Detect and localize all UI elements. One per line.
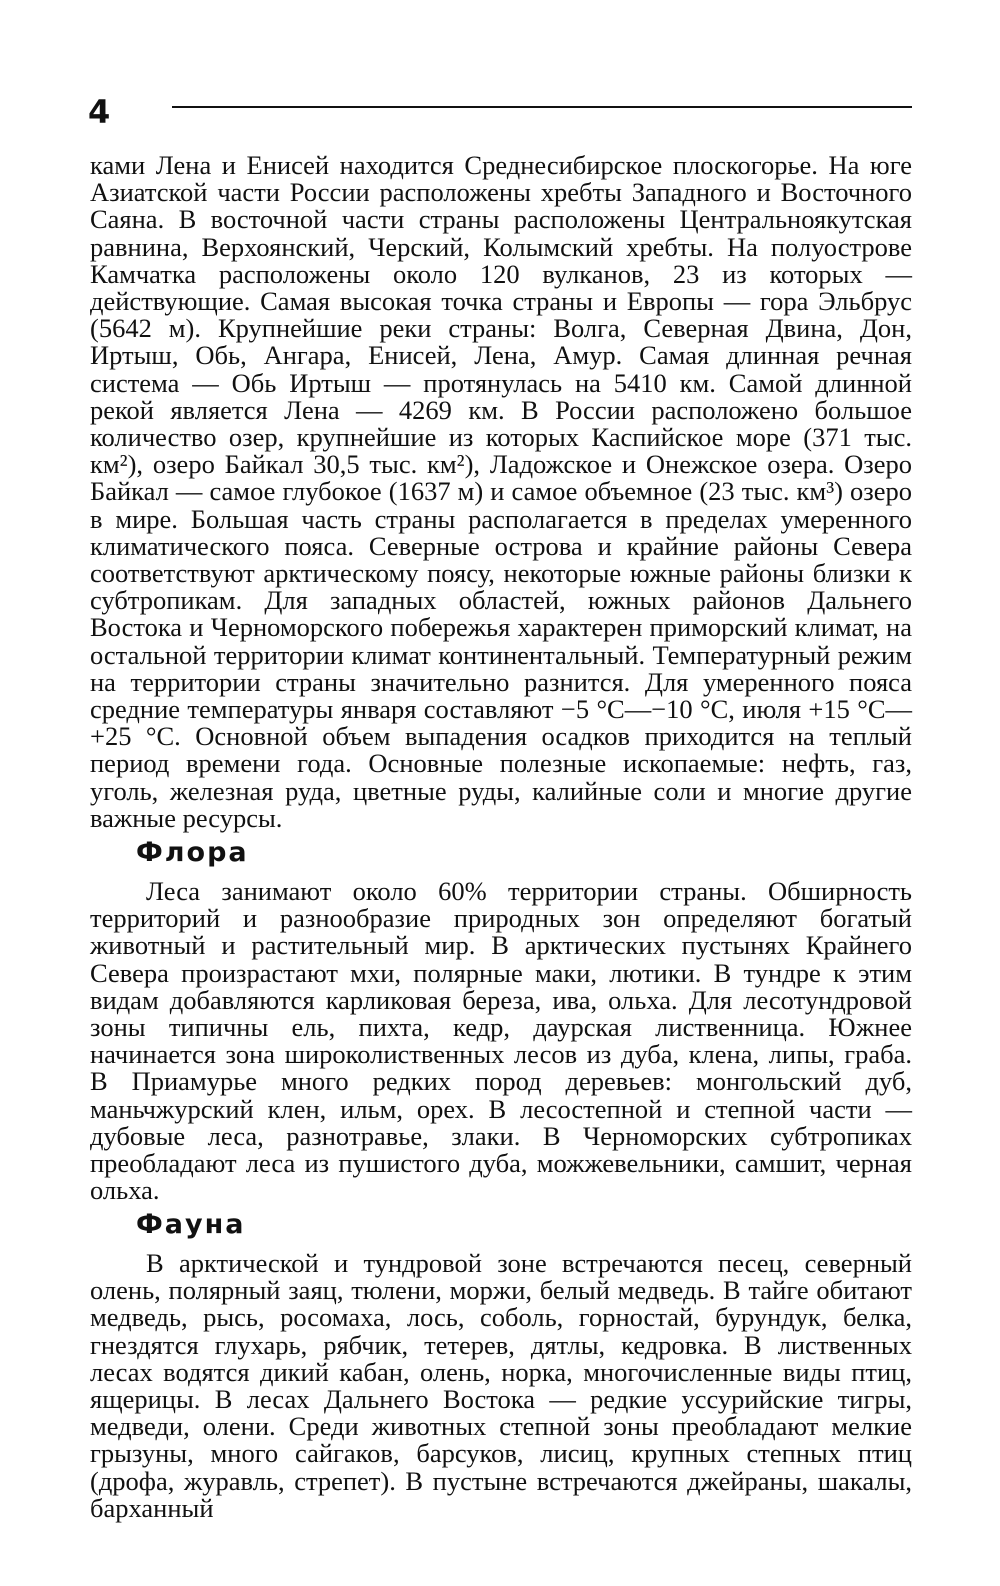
- page-number: 4: [88, 93, 111, 131]
- fauna-heading: Фауна: [136, 1209, 246, 1240]
- flora-paragraph: Леса занимают около 60% территории страны. Обширность территорий и разнообразие природных зон определяют богатый животный и растительный мир. В арктических пустынях Крайнего Севера произрастают мхи, полярные маки, лютики. В тундре к этим видам добавляются карликовая береза, ива, ольха. Для лесотундровой зоны типичны ель, пихта, кедр, даурская лиственница. Южнее начинается зона широколиственных лесов из дуба, клена, липы, граба. В Приамурье много редких пород деревьев: монгольский дуб, маньчжурский клен, ильм, орех. В лесостепной и степной части — дубовые леса, разнотравье, злаки. В Черноморских субтропиках преобладают леса из пушистого дуба, можжевельники, самшит, черная ольха.: [90, 876, 912, 1206]
- fauna-paragraph: В арктической и тундровой зоне встречаются песец, северный олень, полярный заяц, тюлени, моржи, белый медведь. В тайге обитают медведь, рысь, росомаха, лось, соболь, горностай, бурундук, белка, гнездятся глухарь, рябчик, тетерев, дятлы, кедровка. В лиственных лесах водятся дикий кабан, олень, норка, многочисленные виды птиц, ящерицы. В лесах Дальнего Востока — редкие уссурийские тигры, медведи, олени. Среди животных степной зоны преобладают мелкие грызуны, много сайгаков, барсуков, лисиц, крупных степных птиц (дрофа, журавль, стрепет). В пустыне встречаются джейраны, шакалы, барханный: [90, 1248, 912, 1523]
- intro-paragraph: ками Лена и Енисей находится Среднесибирское плоскогорье. На юге Азиатской части России расположены хребты Западного и Восточного Саяна. В восточной части страны расположены Центральноякутская равнина, Верхоянский, Черский, Колымский хребты. На полуострове Камчатка расположены около 120 вулканов, 23 из которых — действующие. Самая высокая точка страны и Европы — гора Эльбрус (5642 м). Крупнейшие реки страны: Волга, Северная Двина, Дон, Иртыш, Обь, Ангара, Енисей, Лена, Амур. Самая длинная речная система — Обь Иртыш — протянулась на 5410 км. Самой длинной рекой является Лена — 4269 км. В России расположено большое количество озер, крупнейшие из которых Каспийское море (371 тыс. км²), озеро Байкал 30,5 тыс. км²), Ладожское и Онежское озера. Озеро Байкал — самое глубокое (1637 м) и самое объемное (23 тыс. км³) озеро в мире. Большая часть страны располагается в пределах умеренного климатического пояса. Северные острова и крайние районы Севера соответствуют арктическому поясу, некоторые южные районы близки к субтропикам. Для западных областей, южных районов Дальнего Востока и Черноморского побережья характерен приморский климат, на остальной территории климат континентальный. Температурный режим на территории страны значительно разнится. Для умеренного пояса средние температуры января составляют −5 °С—−10 °С, июля +15 °С—+25 °С. Основной объем выпадения осадков приходится на теплый период времени года. Основные полезные ископаемые: нефть, газ, уголь, железная руда, цветные руды, калийные соли и многие другие важные ресурсы.: [90, 150, 912, 833]
- flora-heading: Флора: [136, 837, 249, 868]
- header-rule: [172, 106, 912, 108]
